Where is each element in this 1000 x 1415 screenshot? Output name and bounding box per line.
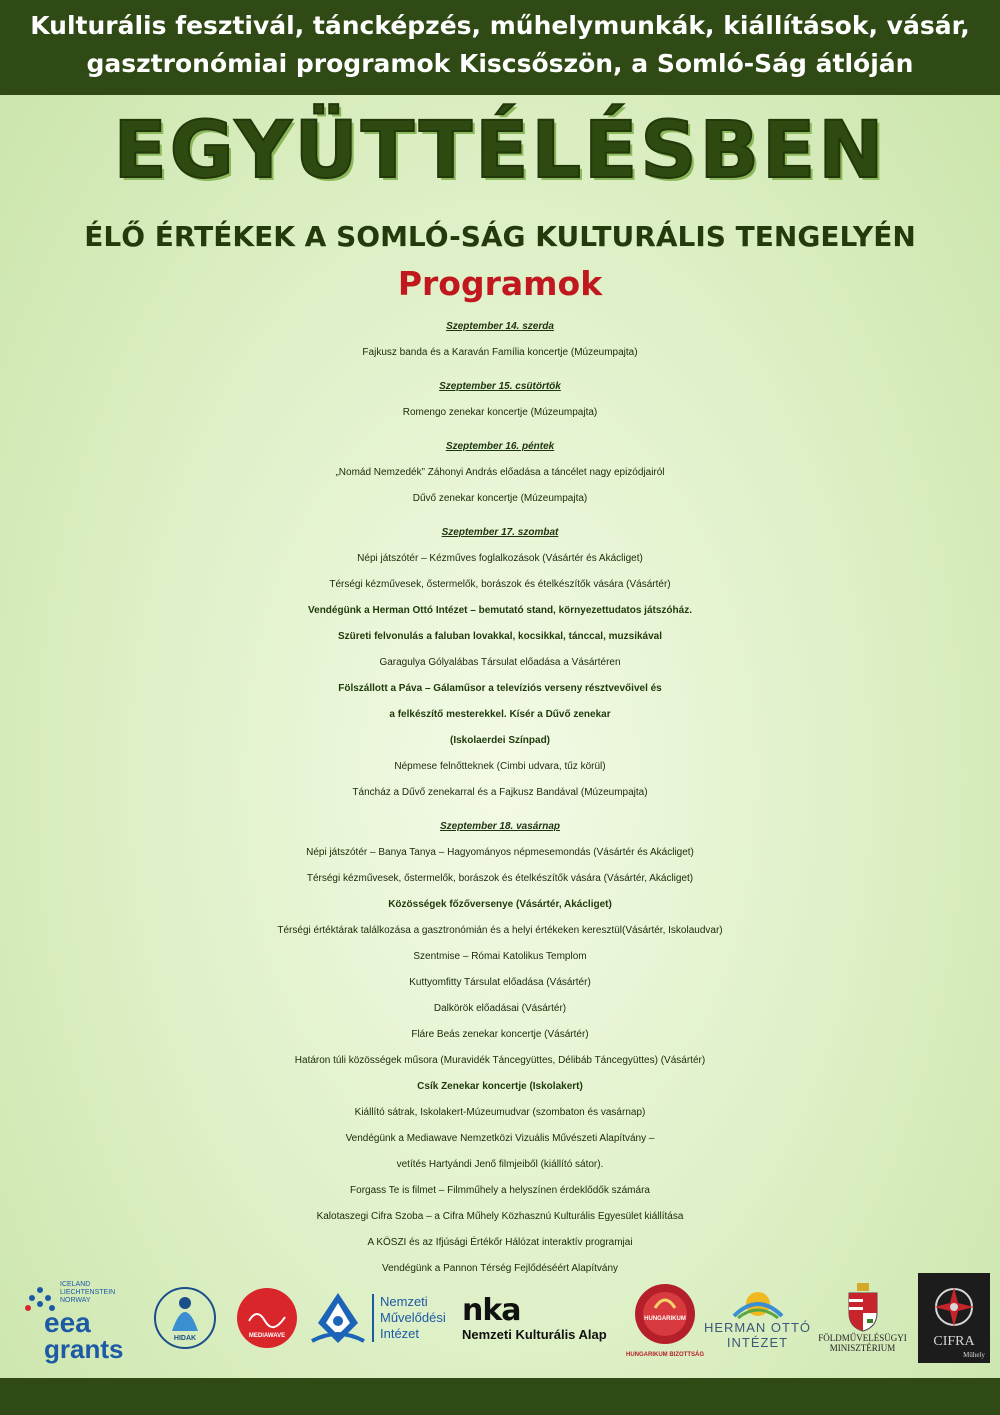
nka-logo xyxy=(462,1268,617,1368)
banner-line-1: Kulturális fesztivál, táncképzés, műhelymunkák, kiállítások, vásár, xyxy=(30,11,970,40)
bottom-bar xyxy=(0,1378,1000,1415)
program-item: Szentmise – Római Katolikus Templom xyxy=(413,951,587,962)
herman-line-1: HERMAN OTTÓ xyxy=(703,1320,812,1335)
fm-line-2: MINISZTÉRIUM xyxy=(829,1343,896,1353)
herman-line-2: INTÉZET xyxy=(726,1335,789,1350)
eea-grants-logo xyxy=(10,1268,130,1368)
program-item: „Nomád Nemzedék” Záhonyi András előadása a táncélet nagy epizódjairól xyxy=(335,467,665,478)
program-item: Vendégünk a Pannon Térség Fejlődéséért Alapítvány xyxy=(381,1263,619,1274)
program-item: Térségi kézművesek, őstermelők, borászok és ételkészítők vására (Vásártér, Akácliget) xyxy=(306,873,694,884)
program-date: Szeptember 16. péntek xyxy=(445,441,555,452)
program-item: Vendégünk a Mediawave Nemzetközi Vizuális Művészeti Alapítvány – xyxy=(345,1133,655,1144)
folk-ornament-logo xyxy=(308,1268,368,1368)
program-item-highlight: Csík Zenekar koncertje (Iskolakert) xyxy=(417,1081,583,1092)
fm-line-1: FÖLDMŰVELÉSÜGYI xyxy=(818,1333,907,1343)
program-item: Dalkörök előadásai (Vásártér) xyxy=(433,1003,567,1014)
program-item: Dűvő zenekar koncertje (Múzeumpajta) xyxy=(412,493,588,504)
program-date: Szeptember 15. csütörtök xyxy=(439,381,561,392)
page-title: EGYÜTTÉLÉSBEN xyxy=(113,106,887,196)
program-item: Határon túli közösségek műsora (Muravidék Táncegyüttes, Délibáb Táncegyüttes) (Vásártér) xyxy=(294,1055,706,1066)
program-item: Forgass Te is filmet – Filmműhely a helyszínen érdeklődők számára xyxy=(350,1185,650,1196)
program-item: A KÖSZI és az Ifjúsági Értékőr Hálózat interaktív programjai xyxy=(367,1237,633,1248)
eea-small-3: NORWAY xyxy=(60,1297,91,1304)
programs-heading: Programok xyxy=(397,264,603,303)
program-list xyxy=(0,314,1000,1282)
mediawave-logo xyxy=(235,1268,300,1368)
program-item: Fláre Beás zenekar koncertje (Vásártér) xyxy=(411,1029,589,1040)
cifra-line-1: CIFRA xyxy=(933,1334,975,1349)
nka-mark: nka xyxy=(462,1292,521,1328)
eea-small-1: ICELAND xyxy=(60,1281,91,1288)
program-item: Népi játszótér – Kézműves foglalkozások (Vásártér és Akácliget) xyxy=(357,553,643,564)
program-date: Szeptember 18. vasárnap xyxy=(439,821,561,832)
cifra-line-2: Műhely xyxy=(963,1351,985,1359)
hidak-logo xyxy=(150,1268,220,1368)
program-item: Térségi értéktárak találkozása a gasztronómián és a helyi értékeken keresztül(Vásártér, Iskolaudvar) xyxy=(277,925,723,936)
program-item: vetítés Hartyándi Jenő filmjeiből (kiállító sátor). xyxy=(396,1159,604,1170)
nmi-line-1: Nemzeti xyxy=(380,1294,428,1309)
program-item: Garagulya Gólyalábas Társulat előadása a Vásártéren xyxy=(379,657,621,668)
hungarikum-badge: HUNGARIKUM xyxy=(644,1315,686,1322)
eea-word-1: eea xyxy=(44,1307,91,1338)
program-item: Kalotaszegi Cifra Szoba – a Cifra Műhely Közhasznú Kulturális Egyesület kiállítása xyxy=(316,1211,684,1222)
hidak-text: HIDAK xyxy=(173,1335,197,1342)
banner-line-2: gasztronómiai programok Kiscsőszön, a Somló-Ság átlóján xyxy=(86,49,914,78)
program-date: Szeptember 17. szombat xyxy=(441,527,559,538)
eea-small-2: LIECHTENSTEIN xyxy=(60,1289,116,1296)
nmi-logo xyxy=(372,1268,452,1368)
program-item-highlight: a felkészítő mesterekkel. Kísér a Dűvő zenekar xyxy=(389,709,611,720)
program-item-highlight: (Iskolaerdei Színpad) xyxy=(449,735,551,746)
herman-otto-logo xyxy=(703,1268,812,1368)
program-item: Kuttyomfitty Társulat előadása (Vásártér) xyxy=(409,977,591,988)
program-item: Népi játszótér – Banya Tanya – Hagyományos népmesemondás (Vásártér és Akácliget) xyxy=(306,847,694,858)
sponsor-logos xyxy=(0,1268,1000,1373)
cifra-muhely-logo xyxy=(918,1268,990,1368)
program-item-highlight: Vendégünk a Herman Ottó Intézet – bemutató stand, környezettudatos játszóház. xyxy=(308,605,692,616)
program-item-highlight: Szüreti felvonulás a faluban lovakkal, kocsikkal, tánccal, muzsikával xyxy=(337,631,663,642)
nmi-line-2: Művelődési xyxy=(380,1310,446,1325)
program-item: Kiállító sátrak, Iskolakert-Múzeumudvar (szombaton és vasárnap) xyxy=(354,1107,646,1118)
program-item-highlight: Közösségek főzőversenye (Vásártér, Akácliget) xyxy=(388,899,612,910)
top-banner xyxy=(0,0,1000,95)
program-item: Romengo zenekar koncertje (Múzeumpajta) xyxy=(402,407,598,418)
hungarikum-logo xyxy=(625,1268,705,1368)
mediawave-text: MEDIAWAVE xyxy=(248,1333,286,1339)
program-item: Térségi kézművesek, őstermelők, borászok és ételkészítők vására (Vásártér) xyxy=(329,579,671,590)
program-item: Népmese felnőtteknek (Cimbi udvara, tűz körül) xyxy=(394,761,606,772)
fm-logo xyxy=(815,1268,910,1368)
page-subtitle: ÉLŐ ÉRTÉKEK A SOMLÓ-SÁG KULTURÁLIS TENGELYÉN xyxy=(84,220,916,253)
nmi-line-3: Intézet xyxy=(380,1326,420,1341)
nka-text: Nemzeti Kulturális Alap xyxy=(462,1326,607,1342)
program-date: Szeptember 14. szerda xyxy=(446,321,554,332)
program-item: Táncház a Dűvő zenekarral és a Fajkusz Bandával (Múzeumpajta) xyxy=(352,787,648,798)
program-item: Fajkusz banda és a Karaván Família koncertje (Múzeumpajta) xyxy=(362,347,638,358)
eea-word-2: grants xyxy=(44,1334,124,1364)
program-item-highlight: Fölszállott a Páva – Gálaműsor a televíziós verseny résztvevőivel és xyxy=(338,683,662,694)
hungarikum-text: HUNGARIKUM BIZOTTSÁG xyxy=(626,1351,704,1358)
